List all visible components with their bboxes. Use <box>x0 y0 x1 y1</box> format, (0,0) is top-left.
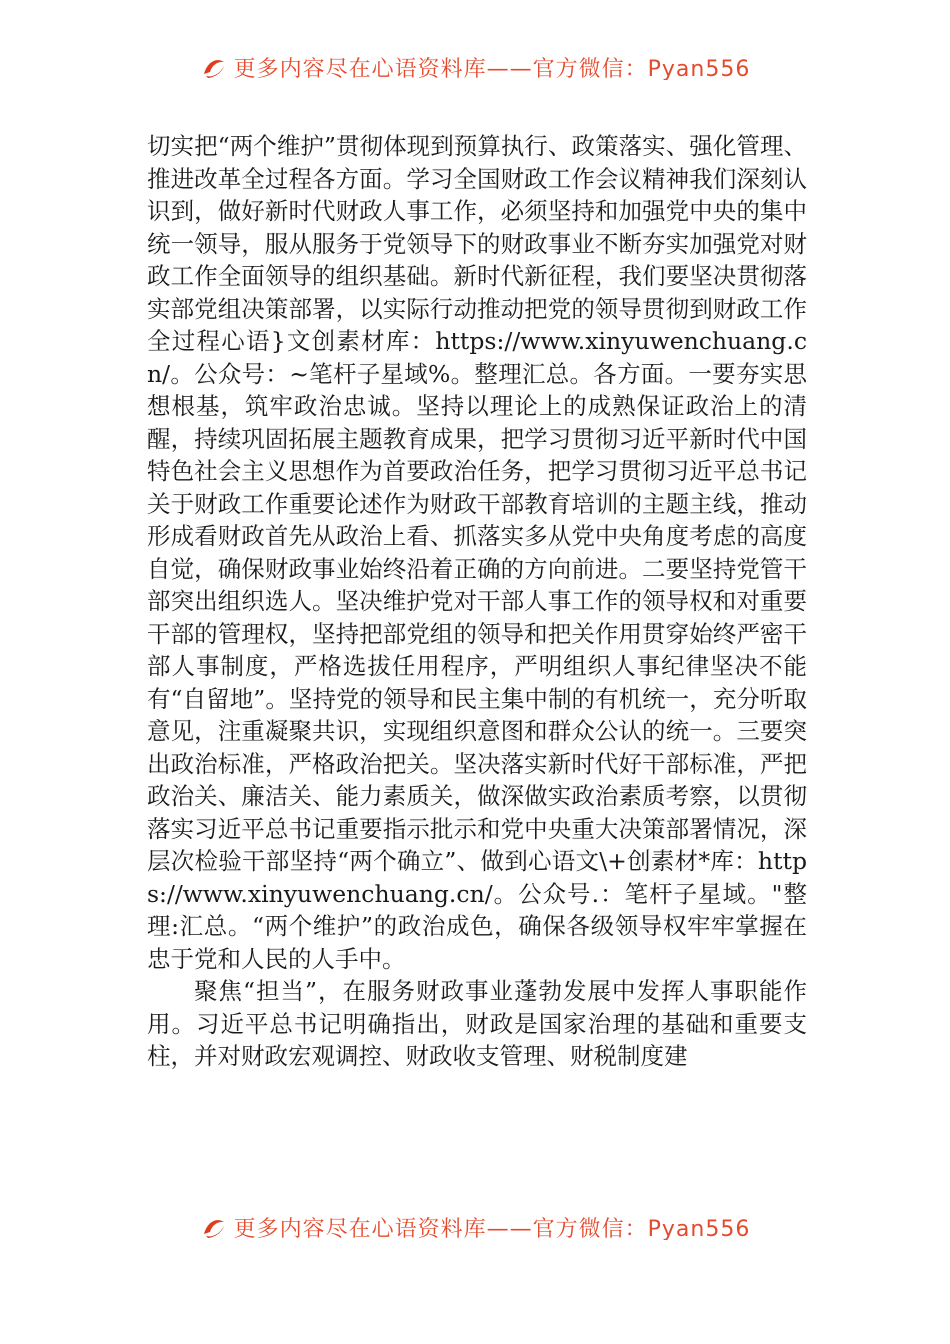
watermark-text: 更多内容尽在心语资料库——官方微信：Pyan556 <box>233 57 751 80</box>
watermark-header <box>0 50 950 80</box>
paragraph-2: 聚焦“担当”，在服务财政事业蓬勃发展中发挥人事职能作用。习近平总书记明确指出，财政是国家治理的基础和重要支柱，并对财政宏观调控、财政收支管理、财税制度建 <box>147 977 807 1070</box>
watermark-logo-icon <box>200 56 228 80</box>
watermark-text: 更多内容尽在心语资料库——官方微信：Pyan556 <box>233 1217 751 1240</box>
paragraph-1: 切实把“两个维护”贯彻体现到预算执行、政策落实、强化管理、推进改革全过程各方面。学习全国财政工作会议精神我们深刻认识到，做好新时代财政人事工作，必须坚持和加强党中央的集中统一领导，服从服务于党领导下的财政事业不断夯实加强党对财政工作全面领导的组织基础。新时代新征程，我们要坚决贯彻落实部党组决策部署，以实际行动推动把党的领导贯彻到财政工作全过程心语}文创素材库：https://www.xinyuwenchuang.cn/。公众号：~笔杆子星域%。整理汇总。各方面。一要夯实思想根基，筑牢政治忠诚。坚持以理论上的成熟保证政治上的清醒，持续巩固拓展主题教育成果，把学习贯彻习近平新时代中国特色社会主义思想作为首要政治任务，把学习贯彻习近平总书记关于财政工作重要论述作为财政干部教育培训的主题主线，推动形成看财政首先从政治上看、抓落实多从党中央角度考虑的高度自觉，确保财政事业始终沿着正确的方向前进。二要坚持党管干部突出组织选人。坚决维护党对干部人事工作的领导权和对重要干部的管理权，坚持把部党组的领导和把关作用贯穿始终严密干部人事制度，严格选拔任用程序，严明组织人事纪律坚决不能有“自留地”。坚持党的领导和民主集中制的有机统一，充分听取意见，注重凝聚共识，实现组织意图和群众公认的统一。三要突出政治标准，严格政治把关。坚决落实新时代好干部标准，严把政治关、廉洁关、能力素质关，做深做实政治素质考察，以贯彻落实习近平总书记重要指示批示和党中央重大决策部署情况，深层次检验干部坚持“两个确立”、做到心语文\+创素材*库：https://www.xinyuwenchuang.cn/。公众号.：笔杆子星域。"整理:汇总。“两个维护”的政治成色，确保各级领导权牢牢掌握在忠于党和人民的人手中。 <box>147 132 807 973</box>
watermark-logo-icon <box>200 1216 228 1240</box>
document-body <box>147 130 807 1073</box>
watermark-footer <box>0 1210 950 1240</box>
